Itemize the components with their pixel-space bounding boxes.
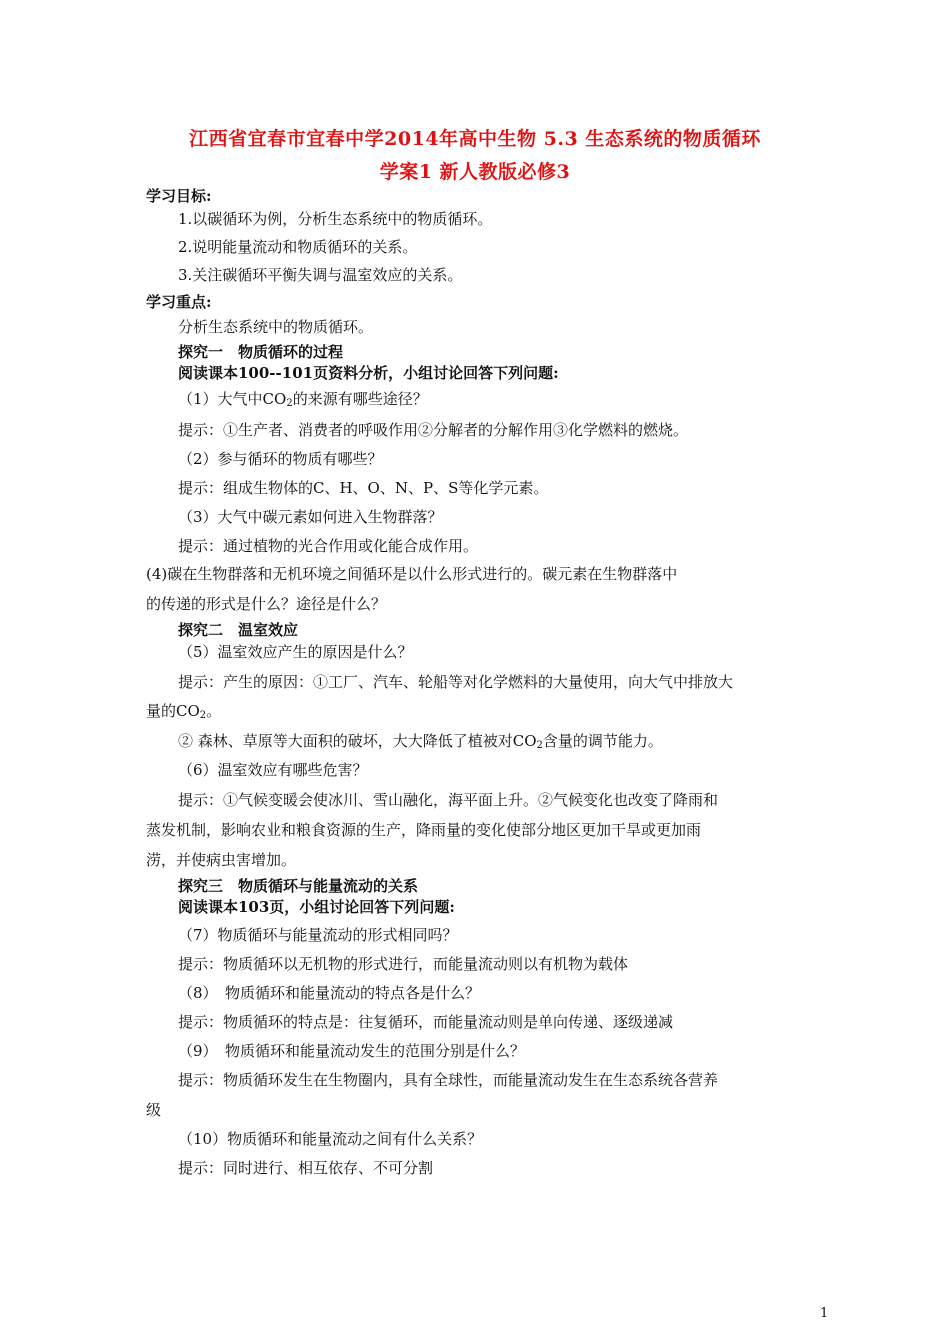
focus-text: 分析生态系统中的物质循环。 (178, 318, 374, 336)
answer-5-line-2: 量的$CO_2$。 (146, 702, 222, 721)
focus-heading: 学习重点: (146, 293, 212, 311)
title-line-1: 江西省宜春市宜春中学2014年高中生物 5.3 生态系统的物质循环 (189, 128, 761, 150)
answer-2: 提示：组成生物体的C、H、O、N、P、S等化学元素。 (178, 479, 549, 497)
answer-6-line-3: 涝，并使病虫害增加。 (146, 851, 297, 869)
answer-1: 提示：①生产者、消费者的呼吸作用②分解者的分解作用③化学燃料的燃烧。 (178, 421, 689, 439)
title-line-2: 学案1 新人教版必修3 (379, 161, 571, 183)
goals-heading: 学习目标: (146, 187, 212, 205)
question-10: （10）物质循环和能量流动之间有什么关系？ (178, 1130, 483, 1148)
answer-3: 提示：通过植物的光合作用或化能合成作用。 (178, 537, 479, 555)
answer-5-line-1: 提示：产生的原因：①工厂、汽车、轮船等对化学燃料的大量使用，向大气中排放大 (178, 673, 734, 691)
goal-item-3: 3.关注碳循环平衡失调与温室效应的关系。 (178, 266, 463, 284)
question-4-line-1: (4)碳在生物群落和无机环境之间循环是以什么形式进行的。碳元素在生物群落中 (146, 565, 678, 583)
answer-9-line-1: 提示：物质循环发生在生物圈内，具有全球性，而能量流动发生在生态系统各营养 (178, 1071, 719, 1089)
explore1-heading: 探究一 物质循环的过程 (178, 343, 344, 361)
explore3-heading: 探究三 物质循环与能量流动的关系 (178, 877, 419, 895)
question-7: （7）物质循环与能量流动的形式相同吗？ (178, 926, 458, 944)
explore1-instruction: 阅读课本100--101页资料分析，小组讨论回答下列问题: (178, 364, 559, 382)
question-4-line-2: 的传递的形式是什么？途径是什么？ (146, 595, 387, 613)
answer-5-line-3: ② 森林、草原等大面积的破坏，大大降低了植被对$CO_2$含量的调节能力。 (178, 732, 663, 751)
answer-6-line-2: 蒸发机制，影响农业和粮食资源的生产，降雨量的变化使部分地区更加干旱或更加雨 (146, 821, 702, 839)
question-9: （9） 物质循环和能量流动发生的范围分别是什么？ (178, 1042, 526, 1060)
question-6: （6）温室效应有哪些危害？ (178, 761, 368, 779)
answer-8: 提示：物质循环的特点是：往复循环，而能量流动则是单向传递、逐级递减 (178, 1013, 674, 1031)
answer-7: 提示：物质循环以无机物的形式进行，而能量流动则以有机物为载体 (178, 955, 629, 973)
question-2: （2）参与循环的物质有哪些？ (178, 450, 383, 468)
explore3-instruction: 阅读课本103页，小组讨论回答下列问题: (178, 898, 455, 916)
question-3: （3）大气中碳元素如何进入生物群落？ (178, 508, 443, 526)
question-5: （5）温室效应产生的原因是什么？ (178, 643, 413, 661)
page-number: 1 (820, 1306, 829, 1321)
goal-item-2: 2.说明能量流动和物质循环的关系。 (178, 238, 418, 256)
answer-10: 提示：同时进行、相互依存、不可分割 (178, 1159, 434, 1177)
question-1: （1）大气中$CO_2$的来源有哪些途径？ (178, 390, 428, 409)
explore2-heading: 探究二 温室效应 (178, 621, 299, 639)
question-8: （8） 物质循环和能量流动的特点各是什么？ (178, 984, 481, 1002)
answer-6-line-1: 提示：①气候变暖会使冰川、雪山融化，海平面上升。②气候变化也改变了降雨和 (178, 791, 719, 809)
answer-9-line-2: 级 (146, 1101, 162, 1119)
goal-item-1: 1.以碳循环为例，分析生态系统中的物质循环。 (178, 210, 493, 228)
